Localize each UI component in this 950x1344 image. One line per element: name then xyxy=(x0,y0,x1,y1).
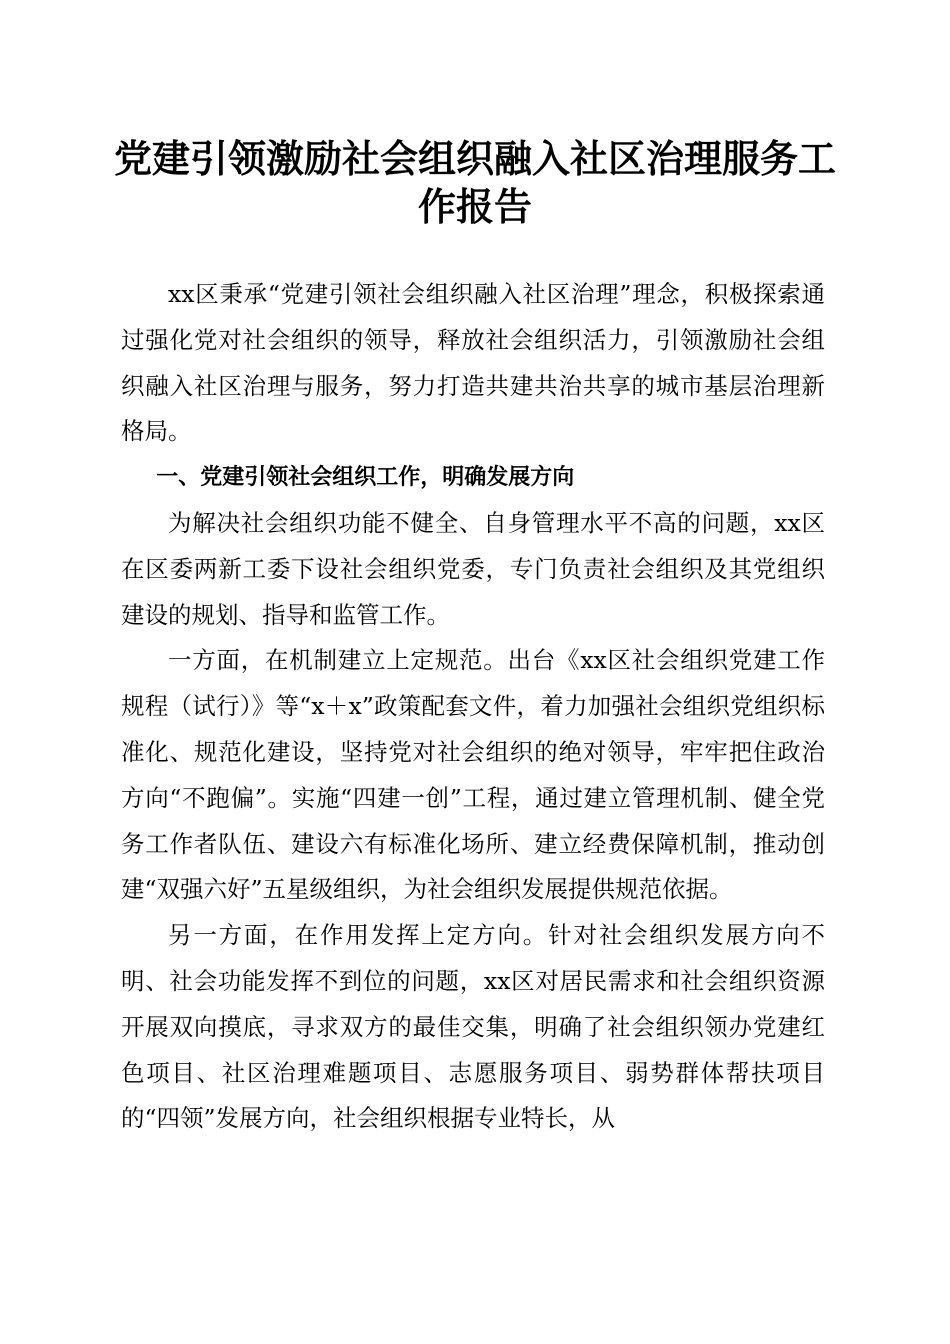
document-title: 党建引领激励社会组织融入社区治理服务工作报告 xyxy=(113,136,836,229)
body-paragraph-3: 另一方面，在作用发挥上定方向。针对社会组织发展方向不明、社会功能发挥不到位的问题，xx区对居民需求和社会组织资源开展双向摸底，寻求双方的最佳交集，明确了社会组织领办党建红色项目、社区治理难题项目、志愿服务项目、弱势群体帮扶项目的“四领”发展方向，社会组织根据专业特长，从 xyxy=(121,921,825,1133)
section-heading: 一、党建引领社会组织工作，明确发展方向 xyxy=(156,465,575,491)
body-paragraph-1: 为解决社会组织功能不健全、自身管理水平不高的问题，xx区在区委两新工委下设社会组织党委，专门负责社会组织及其党组织建设的规划、指导和监管工作。 xyxy=(121,508,825,629)
document-body xyxy=(121,272,825,1142)
intro-paragraph: xx区秉承“党建引领社会组织融入社区治理”理念，积极探索通过强化党对社会组织的领导，释放社会组织活力，引领激励社会组织融入社区治理与服务，努力打造共建共治共享的城市基层治理新格局。 xyxy=(121,280,825,446)
body-paragraph-2: 一方面，在机制建立上定规范。出台《xx区社会组织党建工作规程（试行）》等“x＋x”政策配套文件，着力加强社会组织党组织标准化、规范化建设，坚持党对社会组织的绝对领导，牢牢把住政治方向“不跑偏”。实施“四建一创”工程，通过建立管理机制、健全党务工作者队伍、建设六有标准化场所、建立经费保障机制，推动创建“双强六好”五星级组织，为社会组织发展提供规范依据。 xyxy=(121,646,825,904)
